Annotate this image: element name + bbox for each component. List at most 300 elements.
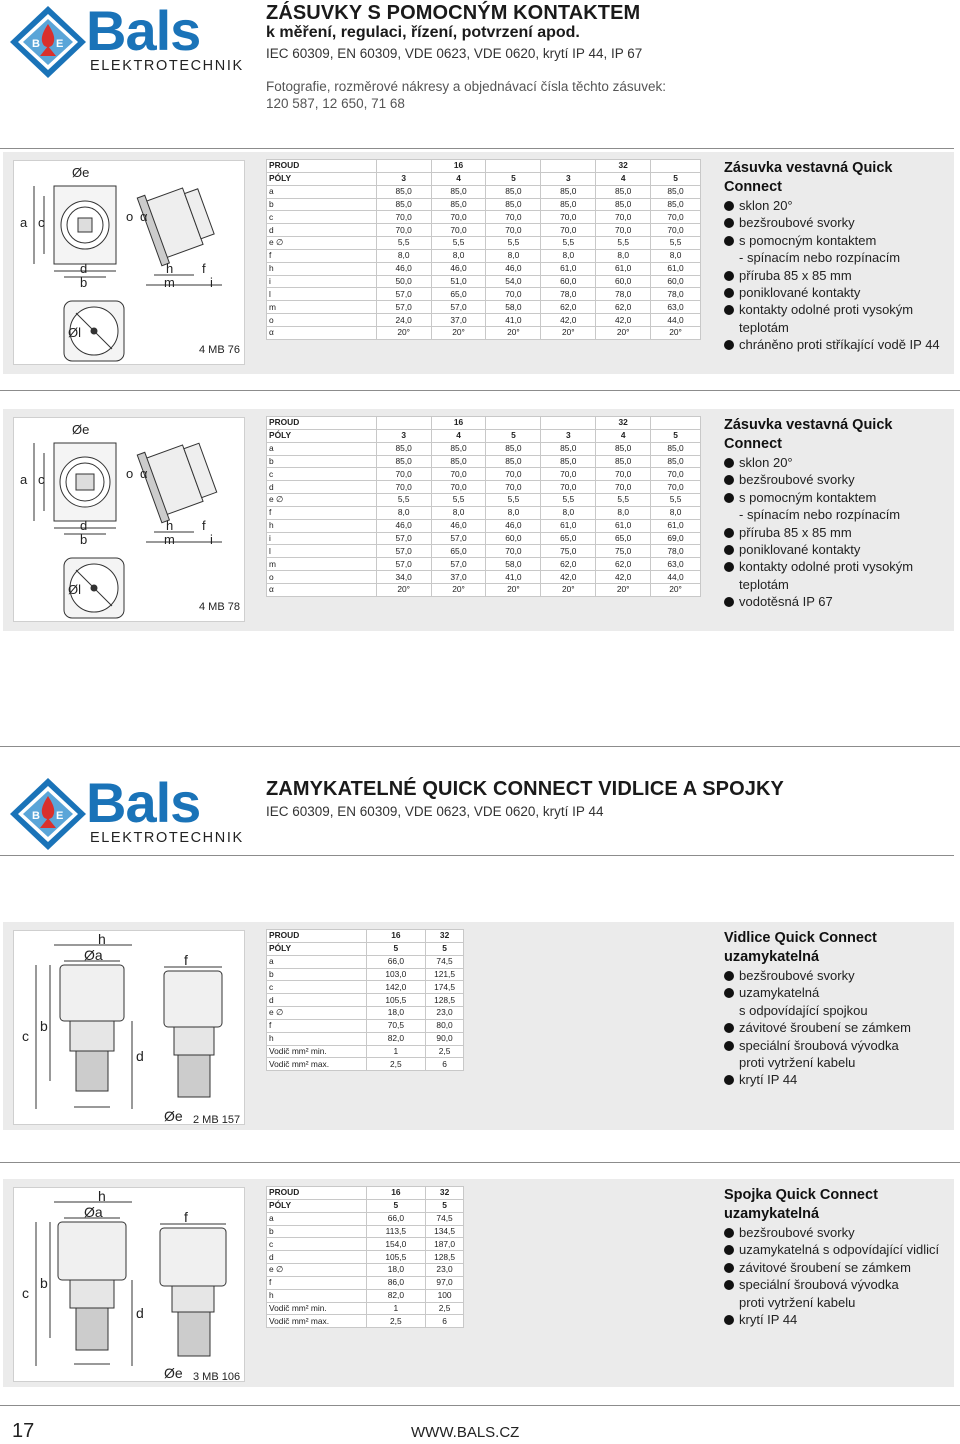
feature-item-continuation: proti vytržení kabelu bbox=[739, 1294, 856, 1310]
divider bbox=[0, 1405, 960, 1406]
table-cell: 50,0 bbox=[376, 275, 431, 288]
table-cell: 18,0 bbox=[366, 1007, 426, 1020]
section1-subtitle: k měření, regulaci, řízení, potvrzení apod. bbox=[266, 24, 580, 41]
table-cell: 20° bbox=[486, 583, 541, 596]
drawing-label: Øl bbox=[68, 582, 81, 597]
table-row bbox=[267, 172, 701, 185]
feature-bullets bbox=[724, 454, 954, 611]
table-row bbox=[267, 494, 701, 507]
dimension-drawing bbox=[13, 1187, 245, 1382]
table-cell: 3 bbox=[376, 429, 431, 442]
row-label: m bbox=[267, 301, 377, 314]
drawing-label: α bbox=[140, 209, 148, 224]
row-label: f bbox=[267, 1019, 367, 1032]
row-label: a bbox=[267, 1212, 367, 1225]
table-cell: 5,5 bbox=[596, 494, 651, 507]
table-cell: 6 bbox=[426, 1315, 464, 1328]
feature-item: krytí IP 44 bbox=[724, 1071, 911, 1088]
feature-item: příruba 85 x 85 mm bbox=[724, 267, 954, 284]
table-cell: 20° bbox=[431, 326, 486, 339]
drawing-label: h bbox=[98, 931, 106, 947]
table-cell: 61,0 bbox=[541, 519, 596, 532]
product-panel-4mb78 bbox=[3, 409, 954, 631]
table-cell: 121,5 bbox=[426, 968, 464, 981]
row-label: a bbox=[267, 442, 377, 455]
table-cell: 5,5 bbox=[431, 237, 486, 250]
table-cell: 8,0 bbox=[596, 506, 651, 519]
table-cell: 78,0 bbox=[541, 288, 596, 301]
feature-title: Zásuvka vestavná Quick Connect bbox=[724, 417, 893, 452]
table-cell: 32 bbox=[426, 1187, 464, 1200]
table-cell: 5,5 bbox=[376, 494, 431, 507]
table-cell: 46,0 bbox=[431, 262, 486, 275]
table-cell: 8,0 bbox=[651, 506, 701, 519]
table-cell: 5 bbox=[486, 429, 541, 442]
feature-item: závitové šroubení se zámkem bbox=[724, 1259, 939, 1276]
table-row bbox=[267, 968, 464, 981]
row-label: f bbox=[267, 1276, 367, 1289]
brand-subtitle: ELEKTROTECHNIK bbox=[90, 58, 244, 74]
drawing-label: a bbox=[20, 472, 28, 487]
table-cell: 16 bbox=[366, 930, 426, 943]
row-label: i bbox=[267, 532, 377, 545]
table-row bbox=[267, 198, 701, 211]
table-cell: 16 bbox=[431, 160, 486, 173]
feature-title: Spojka Quick Connect bbox=[724, 1187, 878, 1203]
table-cell: 70,0 bbox=[486, 211, 541, 224]
table-cell: 8,0 bbox=[541, 249, 596, 262]
table-cell: 70,0 bbox=[431, 481, 486, 494]
table-cell: 42,0 bbox=[596, 571, 651, 584]
feature-title: Vidlice Quick Connect bbox=[724, 930, 877, 946]
table-cell: 70,0 bbox=[486, 468, 541, 481]
table-cell: 32 bbox=[596, 417, 651, 430]
diamond-emblem-icon bbox=[10, 778, 86, 850]
table-cell: 8,0 bbox=[431, 249, 486, 262]
table-cell: 3 bbox=[376, 172, 431, 185]
row-label: e ∅ bbox=[267, 1007, 367, 1020]
table-cell: 5 bbox=[366, 1199, 426, 1212]
feature-title: uzamykatelná bbox=[724, 949, 820, 965]
table-cell: 134,5 bbox=[426, 1225, 464, 1238]
table-cell: 65,0 bbox=[541, 532, 596, 545]
table-cell: 62,0 bbox=[541, 558, 596, 571]
table-row bbox=[267, 1315, 464, 1328]
table-cell: 5 bbox=[651, 429, 701, 442]
table-cell: 8,0 bbox=[376, 506, 431, 519]
table-row bbox=[267, 468, 701, 481]
table-cell: 4 bbox=[596, 429, 651, 442]
table-cell: 66,0 bbox=[366, 1212, 426, 1225]
logo-letter-e: E bbox=[56, 810, 64, 822]
feature-item: příruba 85 x 85 mm bbox=[724, 524, 954, 541]
table-cell: 8,0 bbox=[596, 249, 651, 262]
logo-letter-b: B bbox=[32, 810, 40, 822]
table-cell: 85,0 bbox=[431, 442, 486, 455]
row-label: PROUD bbox=[267, 160, 377, 173]
table-cell: 62,0 bbox=[541, 301, 596, 314]
table-cell: 70,0 bbox=[431, 224, 486, 237]
drawing-label: d bbox=[80, 261, 88, 276]
plug-drawing-icon bbox=[14, 931, 246, 1126]
table-cell: 70,0 bbox=[486, 224, 541, 237]
table-cell: 70,0 bbox=[596, 211, 651, 224]
table-cell: 70,0 bbox=[541, 224, 596, 237]
table-cell: 74,5 bbox=[426, 955, 464, 968]
product-panel-4mb76 bbox=[3, 152, 954, 374]
feature-title: uzamykatelná bbox=[724, 1206, 820, 1222]
row-label: PROUD bbox=[267, 1187, 367, 1200]
drawing-label: Øe bbox=[164, 1365, 183, 1381]
row-label: Vodič mm² min. bbox=[267, 1302, 367, 1315]
drawing-label: m bbox=[164, 275, 175, 290]
table-cell: 128,5 bbox=[426, 1251, 464, 1264]
table-cell: 85,0 bbox=[486, 442, 541, 455]
drawing-label: Øa bbox=[84, 1204, 103, 1220]
table-row bbox=[267, 1019, 464, 1032]
table-cell: 82,0 bbox=[366, 1289, 426, 1302]
table-cell: 70,0 bbox=[651, 481, 701, 494]
table-cell: 32 bbox=[596, 160, 651, 173]
brand-logo bbox=[4, 771, 244, 848]
table-cell: 37,0 bbox=[431, 314, 486, 327]
table-row bbox=[267, 262, 701, 275]
table-row bbox=[267, 994, 464, 1007]
table-row bbox=[267, 314, 701, 327]
table-cell: 90,0 bbox=[426, 1032, 464, 1045]
table-cell: 4 bbox=[431, 429, 486, 442]
table-cell: 57,0 bbox=[376, 301, 431, 314]
row-label: PÓLY bbox=[267, 1199, 367, 1212]
feature-bullets bbox=[724, 197, 954, 354]
table-cell: 44,0 bbox=[651, 314, 701, 327]
table-cell: 70,0 bbox=[376, 224, 431, 237]
table-cell: 42,0 bbox=[596, 314, 651, 327]
table-cell: 57,0 bbox=[376, 558, 431, 571]
row-label: Vodič mm² min. bbox=[267, 1045, 367, 1058]
feature-item: závitové šroubení se zámkem bbox=[724, 1019, 911, 1036]
table-cell: 61,0 bbox=[541, 262, 596, 275]
table-row bbox=[267, 1212, 464, 1225]
row-label: h bbox=[267, 1032, 367, 1045]
table-cell: 46,0 bbox=[376, 262, 431, 275]
table-cell: 85,0 bbox=[486, 185, 541, 198]
table-cell: 65,0 bbox=[431, 545, 486, 558]
row-label: a bbox=[267, 185, 377, 198]
table-cell: 44,0 bbox=[651, 571, 701, 584]
row-label: f bbox=[267, 506, 377, 519]
table-cell: 57,0 bbox=[376, 532, 431, 545]
table-row bbox=[267, 275, 701, 288]
feature-item: speciální šroubová vývodka bbox=[724, 1037, 911, 1054]
table-cell: 3 bbox=[541, 172, 596, 185]
feature-item: chráněno proti stříkající vodě IP 44 bbox=[724, 336, 954, 353]
feature-item-continuation: teplotám bbox=[739, 576, 789, 592]
table-cell: 42,0 bbox=[541, 314, 596, 327]
table-cell: 57,0 bbox=[376, 545, 431, 558]
table-cell: 103,0 bbox=[366, 968, 426, 981]
divider bbox=[0, 855, 954, 856]
brand-subtitle: ELEKTROTECHNIK bbox=[90, 830, 244, 846]
row-label: Vodič mm² max. bbox=[267, 1058, 367, 1071]
table-cell bbox=[541, 417, 596, 430]
table-cell: 8,0 bbox=[541, 506, 596, 519]
table-cell: 23,0 bbox=[426, 1264, 464, 1277]
table-cell: 82,0 bbox=[366, 1032, 426, 1045]
table-cell: 105,5 bbox=[366, 994, 426, 1007]
drawing-label: Øe bbox=[72, 422, 90, 437]
table-cell: 65,0 bbox=[431, 288, 486, 301]
table-row bbox=[267, 442, 701, 455]
feature-item: sklon 20° bbox=[724, 197, 954, 214]
table-cell: 85,0 bbox=[486, 455, 541, 468]
table-cell: 57,0 bbox=[431, 532, 486, 545]
row-label: h bbox=[267, 262, 377, 275]
table-row bbox=[267, 1276, 464, 1289]
table-cell bbox=[651, 417, 701, 430]
socket-drawing-icon bbox=[14, 161, 246, 366]
row-label: c bbox=[267, 468, 377, 481]
feature-item: speciální šroubová vývodka bbox=[724, 1276, 939, 1293]
row-label: α bbox=[267, 326, 377, 339]
table-row bbox=[267, 326, 701, 339]
table-cell: 85,0 bbox=[596, 198, 651, 211]
row-label: h bbox=[267, 1289, 367, 1302]
table-cell: 62,0 bbox=[596, 558, 651, 571]
table-cell: 128,5 bbox=[426, 994, 464, 1007]
table-cell: 85,0 bbox=[651, 185, 701, 198]
feature-item: kontakty odolné proti vysokým bbox=[724, 558, 954, 575]
row-label: b bbox=[267, 455, 377, 468]
row-label: d bbox=[267, 224, 377, 237]
feature-item: s pomocným kontaktem bbox=[724, 232, 954, 249]
table-cell: 20° bbox=[596, 583, 651, 596]
table-cell: 85,0 bbox=[376, 185, 431, 198]
table-row bbox=[267, 249, 701, 262]
drawing-label: c bbox=[38, 215, 45, 230]
feature-item-continuation: - spínacím nebo rozpínacím bbox=[739, 507, 901, 523]
table-row bbox=[267, 1032, 464, 1045]
table-cell: 85,0 bbox=[431, 455, 486, 468]
table-cell: 5,5 bbox=[596, 237, 651, 250]
product-code: 3 MB 106 bbox=[193, 1371, 241, 1383]
drawing-label: o bbox=[126, 466, 134, 481]
table-cell: 20° bbox=[486, 326, 541, 339]
row-label: b bbox=[267, 1225, 367, 1238]
drawing-label: c bbox=[22, 1028, 29, 1044]
feature-item: poniklované kontakty bbox=[724, 541, 954, 558]
table-cell: 18,0 bbox=[366, 1264, 426, 1277]
table-cell: 51,0 bbox=[431, 275, 486, 288]
feature-bullets bbox=[724, 1224, 939, 1328]
table-cell: 8,0 bbox=[651, 249, 701, 262]
table-row bbox=[267, 224, 701, 237]
table-cell: 23,0 bbox=[426, 1007, 464, 1020]
table-cell: 16 bbox=[366, 1187, 426, 1200]
table-cell: 5,5 bbox=[541, 237, 596, 250]
table-cell: 20° bbox=[541, 583, 596, 596]
table-cell: 46,0 bbox=[486, 262, 541, 275]
feature-item: bezšroubové svorky bbox=[724, 214, 954, 231]
brand-wordmark: Bals bbox=[86, 0, 201, 62]
table-cell: 66,0 bbox=[366, 955, 426, 968]
table-cell: 57,0 bbox=[376, 288, 431, 301]
feature-item: krytí IP 44 bbox=[724, 1311, 939, 1328]
table-row bbox=[267, 955, 464, 968]
table-cell: 8,0 bbox=[431, 506, 486, 519]
drawing-label: b bbox=[80, 532, 88, 547]
table-row bbox=[267, 455, 701, 468]
table-cell: 85,0 bbox=[431, 185, 486, 198]
page-number: 17 bbox=[12, 1420, 35, 1442]
drawing-label: Øa bbox=[84, 947, 103, 963]
table-cell: 54,0 bbox=[486, 275, 541, 288]
row-label: PROUD bbox=[267, 930, 367, 943]
footer-url[interactable]: WWW.BALS.CZ bbox=[411, 1424, 520, 1441]
table-cell: 78,0 bbox=[596, 288, 651, 301]
divider bbox=[0, 390, 960, 391]
row-label: d bbox=[267, 481, 377, 494]
feature-item: poniklované kontakty bbox=[724, 284, 954, 301]
row-label: h bbox=[267, 519, 377, 532]
table-cell: 70,0 bbox=[431, 211, 486, 224]
table-row bbox=[267, 506, 701, 519]
table-cell: 187,0 bbox=[426, 1238, 464, 1251]
table-cell: 85,0 bbox=[376, 455, 431, 468]
row-label: c bbox=[267, 1238, 367, 1251]
feature-item-continuation: teplotám bbox=[739, 319, 789, 335]
spec-table bbox=[266, 159, 701, 340]
table-cell: 154,0 bbox=[366, 1238, 426, 1251]
table-cell: 61,0 bbox=[651, 262, 701, 275]
table-cell: 2,5 bbox=[426, 1045, 464, 1058]
drawing-label: i bbox=[210, 275, 213, 290]
product-panel-2mb157 bbox=[3, 922, 954, 1130]
table-cell: 86,0 bbox=[366, 1276, 426, 1289]
table-row bbox=[267, 519, 701, 532]
row-label: e ∅ bbox=[267, 237, 377, 250]
logo-letter-b: B bbox=[32, 38, 40, 50]
table-cell: 32 bbox=[426, 930, 464, 943]
section1-norms: IEC 60309, EN 60309, VDE 0623, VDE 0620, krytí IP 44, IP 67 bbox=[266, 46, 643, 61]
row-label: l bbox=[267, 288, 377, 301]
table-cell: 20° bbox=[376, 583, 431, 596]
feature-item: uzamykatelná bbox=[724, 984, 911, 1001]
feature-list bbox=[724, 416, 954, 611]
feature-item: vodotěsná IP 67 bbox=[724, 593, 954, 610]
table-cell: 60,0 bbox=[651, 275, 701, 288]
table-row bbox=[267, 185, 701, 198]
row-label: e ∅ bbox=[267, 494, 377, 507]
table-cell: 70,0 bbox=[376, 211, 431, 224]
table-cell: 1 bbox=[366, 1045, 426, 1058]
table-cell: 85,0 bbox=[651, 442, 701, 455]
table-cell: 20° bbox=[596, 326, 651, 339]
table-cell: 70,0 bbox=[651, 211, 701, 224]
row-label: PÓLY bbox=[267, 942, 367, 955]
table-cell: 5,5 bbox=[541, 494, 596, 507]
row-label: l bbox=[267, 545, 377, 558]
table-row bbox=[267, 1045, 464, 1058]
table-cell: 97,0 bbox=[426, 1276, 464, 1289]
table-row bbox=[267, 558, 701, 571]
table-cell: 70,0 bbox=[486, 481, 541, 494]
table-cell: 61,0 bbox=[596, 262, 651, 275]
table-row bbox=[267, 1238, 464, 1251]
table-cell: 3 bbox=[541, 429, 596, 442]
table-cell: 46,0 bbox=[376, 519, 431, 532]
logo-letter-e: E bbox=[56, 38, 64, 50]
drawing-label: d bbox=[80, 518, 88, 533]
drawing-label: d bbox=[136, 1048, 144, 1064]
section2-title: ZAMYKATELNÉ QUICK CONNECT VIDLICE A SPOJKY bbox=[266, 778, 784, 800]
divider bbox=[0, 1162, 960, 1163]
table-row bbox=[267, 301, 701, 314]
dimension-drawing bbox=[13, 417, 245, 622]
drawing-label: b bbox=[40, 1275, 48, 1291]
table-cell: 5 bbox=[651, 172, 701, 185]
table-cell: 8,0 bbox=[486, 249, 541, 262]
table-cell bbox=[486, 417, 541, 430]
table-cell: 69,0 bbox=[651, 532, 701, 545]
table-cell: 60,0 bbox=[541, 275, 596, 288]
drawing-label: c bbox=[38, 472, 45, 487]
feature-list bbox=[724, 159, 954, 354]
row-label: α bbox=[267, 583, 377, 596]
feature-item: bezšroubové svorky bbox=[724, 1224, 939, 1241]
table-row bbox=[267, 160, 701, 173]
table-row bbox=[267, 211, 701, 224]
table-row bbox=[267, 571, 701, 584]
drawing-label: h bbox=[98, 1188, 106, 1204]
table-cell: 70,0 bbox=[486, 288, 541, 301]
table-cell: 75,0 bbox=[541, 545, 596, 558]
table-cell: 34,0 bbox=[376, 571, 431, 584]
table-cell: 85,0 bbox=[376, 442, 431, 455]
drawing-label: h bbox=[166, 261, 174, 276]
table-cell: 75,0 bbox=[596, 545, 651, 558]
row-label: e ∅ bbox=[267, 1264, 367, 1277]
table-cell: 63,0 bbox=[651, 301, 701, 314]
drawing-label: d bbox=[136, 1305, 144, 1321]
table-cell: 2,5 bbox=[366, 1315, 426, 1328]
table-cell: 60,0 bbox=[486, 532, 541, 545]
table-cell: 113,5 bbox=[366, 1225, 426, 1238]
table-cell: 85,0 bbox=[596, 455, 651, 468]
table-row bbox=[267, 930, 464, 943]
table-cell: 85,0 bbox=[541, 185, 596, 198]
table-cell bbox=[651, 160, 701, 173]
table-cell: 5,5 bbox=[431, 494, 486, 507]
feature-title: Zásuvka vestavná Quick Connect bbox=[724, 160, 893, 195]
feature-item-continuation: s odpovídající spojkou bbox=[739, 1002, 868, 1018]
socket-drawing-icon bbox=[14, 418, 246, 623]
table-cell bbox=[486, 160, 541, 173]
drawing-label: a bbox=[20, 215, 28, 230]
table-cell: 5 bbox=[486, 172, 541, 185]
drawing-label: c bbox=[22, 1285, 29, 1301]
drawing-label: o bbox=[126, 209, 134, 224]
table-cell: 100 bbox=[426, 1289, 464, 1302]
feature-bullets bbox=[724, 967, 911, 1089]
table-cell: 85,0 bbox=[431, 198, 486, 211]
table-cell: 46,0 bbox=[486, 519, 541, 532]
table-cell: 62,0 bbox=[596, 301, 651, 314]
drawing-label: f bbox=[202, 261, 206, 276]
table-cell: 4 bbox=[596, 172, 651, 185]
table-cell: 20° bbox=[651, 326, 701, 339]
table-cell: 20° bbox=[431, 583, 486, 596]
